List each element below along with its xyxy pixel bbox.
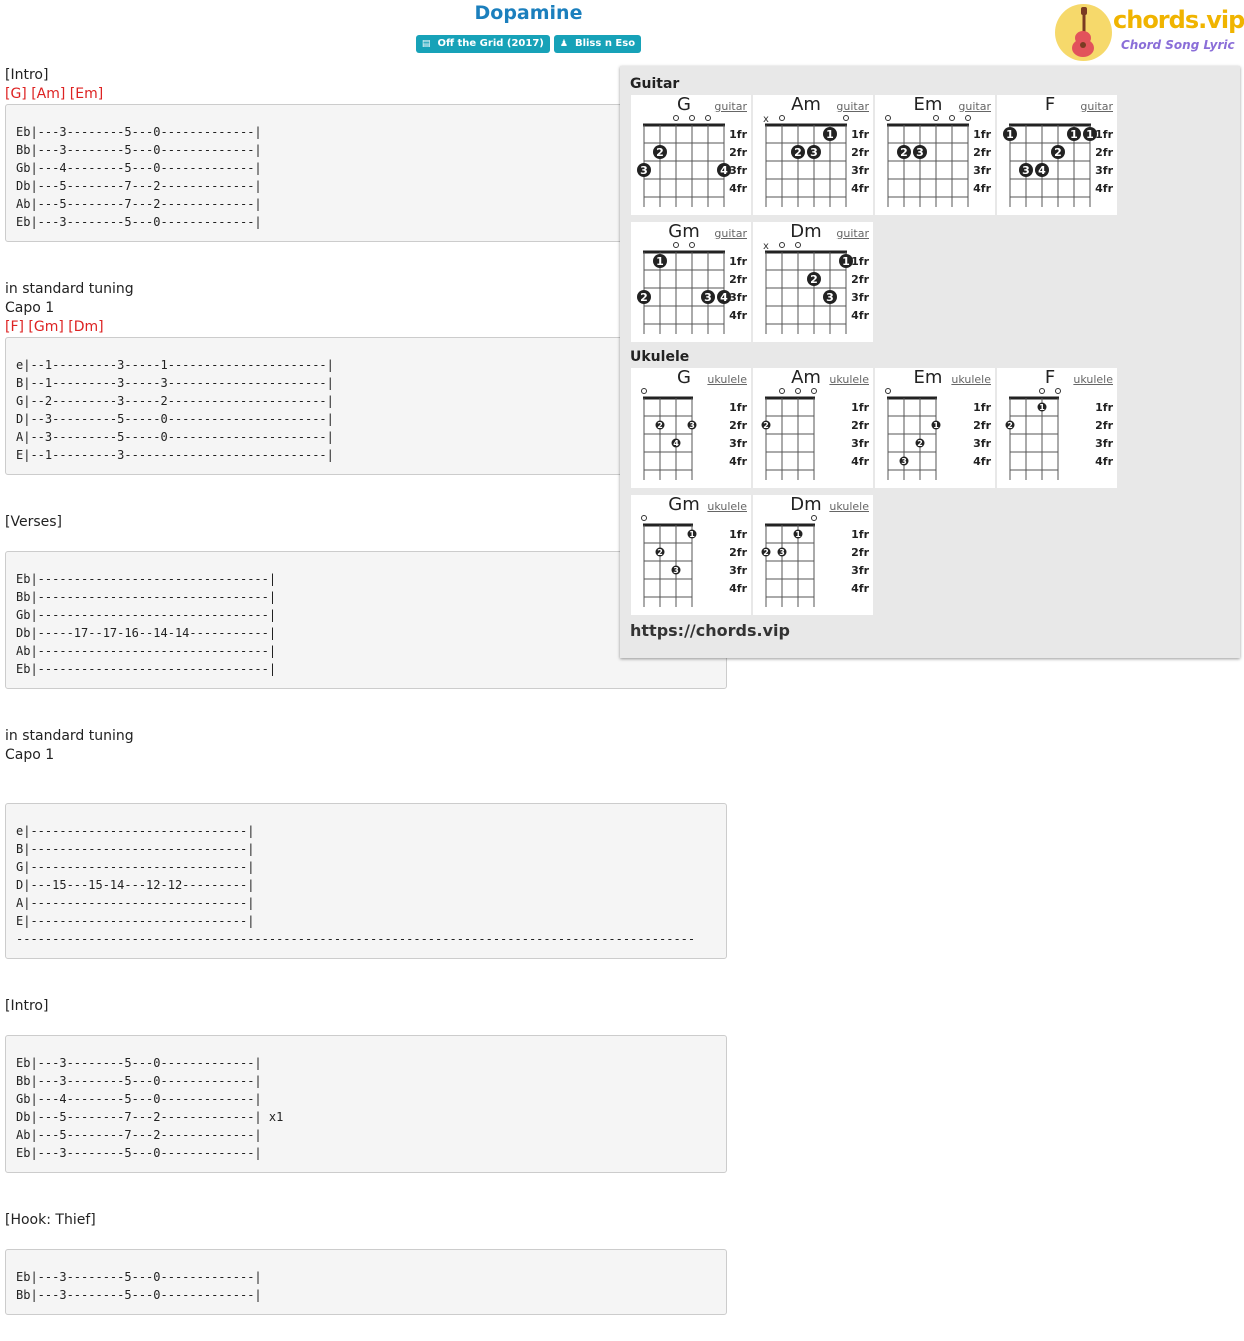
svg-text:4: 4	[720, 291, 728, 304]
finger-dot	[1035, 163, 1049, 177]
chord-name: Em	[913, 367, 943, 388]
fret-label: 3fr	[729, 164, 747, 177]
fret-label: 2fr	[1095, 146, 1113, 159]
open-string-marker	[844, 116, 849, 121]
instrument-link[interactable]: ukulele	[707, 500, 747, 513]
chord-diagram-ukulele-f[interactable]	[997, 368, 1117, 488]
fret-label: 3fr	[729, 564, 747, 577]
fret-label: 2fr	[729, 546, 747, 559]
spacer	[5, 532, 620, 551]
instrument-link[interactable]: guitar	[1080, 100, 1113, 113]
fret-label: 4fr	[973, 182, 991, 195]
fret-label: 3fr	[851, 164, 869, 177]
svg-text:2: 2	[917, 439, 923, 448]
lyric-line: [Verses]	[5, 514, 62, 530]
svg-text:2: 2	[656, 146, 664, 159]
open-string-marker	[690, 243, 695, 248]
guitar-heading: Guitar	[630, 76, 680, 92]
open-string-marker	[690, 116, 695, 121]
spacer	[5, 959, 620, 978]
tab-block: Eb|--------------------------------| Bb|--------------------------------| Gb|--------------------------------| Db|-----17--17-16--14-14-----------| Ab|--------------------------------| Eb|--------------------------------|	[5, 551, 727, 689]
open-string-marker	[706, 116, 711, 121]
open-string-marker	[780, 116, 785, 121]
instrument-link[interactable]: ukulele	[829, 500, 869, 513]
chord-diagram-panel	[620, 66, 1240, 658]
song-badges	[0, 35, 1057, 53]
svg-text:1: 1	[826, 128, 834, 141]
chord-name: F	[1044, 367, 1056, 388]
chord-diagram-ukulele-dm[interactable]	[753, 495, 873, 615]
open-string-marker	[642, 516, 647, 521]
svg-text:2: 2	[900, 146, 908, 159]
finger-dot	[701, 290, 715, 304]
artist-badge-label: Bliss n Eso	[574, 38, 636, 49]
finger-dot	[897, 145, 911, 159]
fret-label: 2fr	[851, 546, 869, 559]
svg-text:3: 3	[673, 566, 679, 575]
fret-label: 4fr	[851, 309, 869, 322]
finger-dot	[1006, 421, 1015, 431]
lyric-line: in standard tuning	[5, 728, 134, 744]
finger-dot	[762, 421, 771, 431]
user-icon: ♟	[559, 39, 568, 49]
finger-dot	[1003, 127, 1017, 141]
fret-label: 4fr	[973, 455, 991, 468]
logo-name: chords.vip	[1113, 6, 1244, 34]
finger-dot	[1051, 145, 1065, 159]
open-string-marker	[642, 389, 647, 394]
fret-label: 2fr	[851, 419, 869, 432]
fret-label: 1fr	[729, 255, 747, 268]
fret-label: 1fr	[1095, 128, 1113, 141]
open-string-marker	[934, 116, 939, 121]
chord-diagram-guitar-g[interactable]	[631, 95, 751, 215]
fret-label: 3fr	[729, 437, 747, 450]
finger-dot	[637, 290, 651, 304]
finger-dot	[672, 439, 681, 449]
album-badge[interactable]	[416, 35, 550, 53]
chord-diagram-ukulele-gm[interactable]	[631, 495, 751, 615]
site-logo[interactable]	[1055, 2, 1244, 62]
open-string-marker	[1040, 389, 1045, 394]
svg-text:2: 2	[810, 273, 818, 286]
instrument-link[interactable]: guitar	[958, 100, 991, 113]
svg-text:4: 4	[1038, 164, 1046, 177]
fret-label: 1fr	[729, 128, 747, 141]
spacer	[5, 708, 620, 727]
finger-dot	[688, 421, 697, 431]
fret-label: 2fr	[729, 419, 747, 432]
fret-label: 3fr	[851, 291, 869, 304]
finger-dot	[823, 290, 837, 304]
fret-label: 4fr	[1095, 182, 1113, 195]
open-string-marker	[796, 243, 801, 248]
svg-text:3: 3	[689, 421, 695, 430]
svg-text:3: 3	[779, 548, 785, 557]
fret-label: 1fr	[851, 128, 869, 141]
chord-diagram-guitar-f[interactable]	[997, 95, 1117, 215]
finger-dot	[653, 254, 667, 268]
muted-string-marker: x	[763, 114, 769, 125]
open-string-marker	[780, 389, 785, 394]
chord-diagram-ukulele-g[interactable]	[631, 368, 751, 488]
finger-dot	[807, 272, 821, 286]
instrument-link[interactable]: ukulele	[829, 373, 869, 386]
fret-label: 4fr	[851, 455, 869, 468]
guitar-icon	[1055, 4, 1112, 61]
tab-block: e|------------------------------| B|------------------------------| G|------------------------------| D|---15---15-14---12-12---------| A|------------------------------| E|------------------------------| ----------------------------------------------------------------------------------------------	[5, 803, 727, 959]
finger-dot	[1038, 403, 1047, 413]
open-string-marker	[886, 116, 891, 121]
chord-line[interactable]: [G] [Am] [Em]	[5, 86, 104, 102]
open-string-marker	[812, 516, 817, 521]
fret-label: 2fr	[729, 146, 747, 159]
svg-text:1: 1	[933, 421, 939, 430]
fret-label: 1fr	[851, 401, 869, 414]
fret-label: 3fr	[1095, 437, 1113, 450]
finger-dot	[932, 421, 941, 431]
fret-label: 1fr	[1095, 401, 1113, 414]
open-string-marker	[950, 116, 955, 121]
fret-label: 3fr	[729, 291, 747, 304]
instrument-link[interactable]: guitar	[714, 100, 747, 113]
chord-diagram-guitar-am[interactable]	[753, 95, 873, 215]
svg-text:3: 3	[826, 291, 834, 304]
finger-dot	[791, 145, 805, 159]
lyric-line: [Hook: Thief]	[5, 1212, 96, 1228]
finger-dot	[656, 421, 665, 431]
fret-label: 2fr	[1095, 419, 1113, 432]
tab-block: Eb|---3--------5---0-------------| Bb|---3--------5---0-------------|	[5, 1249, 727, 1315]
chord-name: G	[677, 367, 691, 388]
fret-label: 1fr	[851, 255, 869, 268]
finger-dot	[916, 439, 925, 449]
instrument-link[interactable]: guitar	[714, 227, 747, 240]
fret-label: 1fr	[973, 401, 991, 414]
svg-text:1: 1	[1006, 128, 1014, 141]
instrument-link[interactable]: guitar	[836, 227, 869, 240]
chord-name: Am	[791, 367, 821, 388]
site-url[interactable]: https://chords.vip	[630, 621, 790, 640]
spacer	[5, 1192, 620, 1211]
chord-name: G	[677, 94, 691, 115]
svg-text:2: 2	[640, 291, 648, 304]
svg-text:4: 4	[673, 439, 679, 448]
muted-string-marker: x	[763, 241, 769, 252]
fret-label: 4fr	[851, 182, 869, 195]
open-string-marker	[674, 243, 679, 248]
album-badge-label: Off the Grid (2017)	[437, 38, 544, 49]
finger-dot	[1067, 127, 1081, 141]
svg-text:3: 3	[1022, 164, 1030, 177]
spacer	[5, 765, 620, 784]
fret-label: 3fr	[973, 164, 991, 177]
finger-dot	[807, 145, 821, 159]
spacer	[5, 784, 620, 803]
finger-dot	[762, 548, 771, 558]
tab-block: Eb|---3--------5---0-------------| Bb|---3--------5---0-------------| Gb|---4--------5---0-------------| Db|---5--------7---2-------------| Ab|---5--------7---2-------------| Eb|---3--------5---0-------------|	[5, 104, 727, 242]
instrument-link[interactable]: ukulele	[1073, 373, 1113, 386]
svg-text:1: 1	[795, 530, 801, 539]
album-icon: ▤	[421, 39, 431, 49]
lyric-line: [Intro]	[5, 67, 49, 83]
svg-text:1: 1	[1070, 128, 1078, 141]
open-string-marker	[780, 243, 785, 248]
fret-label: 1fr	[729, 528, 747, 541]
svg-text:2: 2	[1054, 146, 1062, 159]
lyric-line: Capo 1	[5, 747, 55, 763]
fret-label: 3fr	[1095, 164, 1113, 177]
svg-text:1: 1	[1086, 128, 1094, 141]
fret-label: 1fr	[973, 128, 991, 141]
instrument-link[interactable]: guitar	[836, 100, 869, 113]
open-string-marker	[1056, 389, 1061, 394]
fret-label: 2fr	[973, 146, 991, 159]
spacer	[5, 1173, 620, 1192]
svg-text:3: 3	[810, 146, 818, 159]
svg-text:3: 3	[916, 146, 924, 159]
fret-label: 4fr	[851, 582, 869, 595]
fret-label: 1fr	[729, 401, 747, 414]
svg-text:2: 2	[763, 421, 769, 430]
finger-dot	[688, 530, 697, 540]
finger-dot	[913, 145, 927, 159]
spacer	[5, 689, 620, 708]
finger-dot	[900, 457, 909, 467]
fret-label: 3fr	[851, 437, 869, 450]
lyric-line: [Intro]	[5, 998, 49, 1014]
chord-diagram-guitar-gm[interactable]	[631, 222, 751, 342]
svg-text:4: 4	[720, 164, 728, 177]
spacer	[5, 261, 620, 280]
fret-label: 1fr	[851, 528, 869, 541]
svg-text:1: 1	[656, 255, 664, 268]
finger-dot	[823, 127, 837, 141]
chord-name: Gm	[668, 221, 700, 242]
finger-dot	[637, 163, 651, 177]
svg-text:2: 2	[657, 421, 663, 430]
lyric-line: in standard tuning	[5, 281, 134, 297]
open-string-marker	[812, 389, 817, 394]
fret-label: 4fr	[729, 455, 747, 468]
svg-text:2: 2	[1007, 421, 1013, 430]
artist-badge[interactable]	[554, 35, 641, 53]
tab-block: Eb|---3--------5---0-------------| Bb|---3--------5---0-------------| Gb|---4--------5---0-------------| Db|---5--------7---2-------------| x1 Ab|---5--------7---2-------------| Eb|---3--------5---0-------------|	[5, 1035, 727, 1173]
finger-dot	[672, 566, 681, 576]
svg-text:3: 3	[640, 164, 648, 177]
chord-name: Am	[791, 94, 821, 115]
svg-text:2: 2	[794, 146, 802, 159]
spacer	[5, 1016, 620, 1035]
instrument-link[interactable]: ukulele	[707, 373, 747, 386]
finger-dot	[1019, 163, 1033, 177]
spacer	[5, 242, 620, 261]
finger-dot	[794, 530, 803, 540]
logo-tagline: Chord Song Lyric	[1121, 38, 1235, 52]
chord-diagram-ukulele-em[interactable]	[875, 368, 995, 488]
chord-name: Dm	[790, 221, 822, 242]
tab-block: e|--1---------3-----1----------------------| B|--1---------3-----3----------------------| G|--2---------3-----2----------------------| D|--3---------5-----0----------------------| A|--3---------5-----0----------------------| E|--1---------3----------------------------|	[5, 337, 727, 475]
lyric-line: Capo 1	[5, 300, 55, 316]
chord-diagram-guitar-em[interactable]	[875, 95, 995, 215]
svg-text:1: 1	[1039, 403, 1045, 412]
chord-name: Dm	[790, 494, 822, 515]
fret-label: 2fr	[729, 273, 747, 286]
spacer	[5, 494, 620, 513]
open-string-marker	[886, 389, 891, 394]
spacer	[5, 1230, 620, 1249]
fret-label: 4fr	[1095, 455, 1113, 468]
spacer	[5, 978, 620, 997]
fret-label: 2fr	[973, 419, 991, 432]
finger-dot	[653, 145, 667, 159]
open-string-marker	[674, 116, 679, 121]
finger-dot	[778, 548, 787, 558]
fret-label: 3fr	[973, 437, 991, 450]
instrument-link[interactable]: ukulele	[951, 373, 991, 386]
svg-text:2: 2	[657, 548, 663, 557]
svg-text:1: 1	[689, 530, 695, 539]
chord-name: Em	[913, 94, 943, 115]
chord-diagram-guitar-dm[interactable]	[753, 222, 873, 342]
fret-label: 3fr	[851, 564, 869, 577]
chord-line[interactable]: [F] [Gm] [Dm]	[5, 319, 104, 335]
chord-diagram-ukulele-am[interactable]	[753, 368, 873, 488]
spacer	[5, 475, 620, 494]
fret-label: 2fr	[851, 273, 869, 286]
finger-dot	[656, 548, 665, 558]
svg-text:1: 1	[842, 255, 850, 268]
fret-label: 4fr	[729, 182, 747, 195]
ukulele-heading: Ukulele	[630, 349, 690, 365]
song-title: Dopamine	[474, 2, 583, 24]
chord-name: F	[1044, 94, 1056, 115]
open-string-marker	[796, 389, 801, 394]
svg-text:3: 3	[901, 457, 907, 466]
chord-name: Gm	[668, 494, 700, 515]
svg-text:3: 3	[704, 291, 712, 304]
open-string-marker	[966, 116, 971, 121]
fret-label: 2fr	[851, 146, 869, 159]
fret-label: 4fr	[729, 582, 747, 595]
fret-label: 4fr	[729, 309, 747, 322]
svg-text:2: 2	[763, 548, 769, 557]
